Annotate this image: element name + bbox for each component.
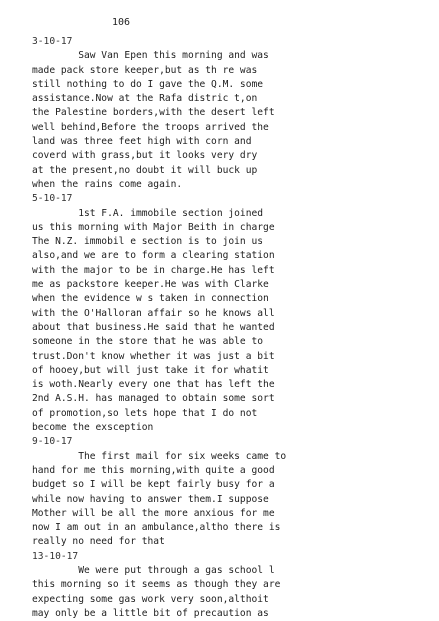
entry-date: 5-10-17 bbox=[32, 193, 73, 205]
text-line: now I am out in an ambulance,altho there is bbox=[32, 522, 281, 534]
text-line: someone in the store that he was able to bbox=[32, 336, 264, 348]
text-line: become the exsception bbox=[32, 422, 154, 434]
text-line: the Palestine borders,with the desert left bbox=[32, 107, 275, 119]
text-line: at the present,no doubt it will buck up bbox=[32, 164, 258, 176]
entry-date: 3-10-17 bbox=[32, 36, 73, 47]
text-line: while now having to answer them.I suppose bbox=[32, 493, 269, 505]
text-line: of promotion,so lets hope that I do not bbox=[32, 407, 258, 419]
text-line: is woth.Nearly every one that has left the bbox=[32, 379, 275, 391]
text-line: when the evidence w s taken in connection bbox=[32, 293, 269, 305]
text-line: The N.Z. immobil e section is to join us bbox=[32, 236, 264, 248]
text-line: about that business.He said that he wanted bbox=[32, 321, 275, 333]
entry-date: 9-10-17 bbox=[32, 436, 73, 448]
text-line: well behind,Before the troops arrived the bbox=[32, 121, 269, 133]
text-line: made pack store keeper,but as th re was bbox=[32, 64, 258, 76]
text-line: The first mail for six weeks came to bbox=[32, 450, 287, 462]
text-line: expecting some gas work very soon,althoit bbox=[32, 593, 269, 605]
text-line: this morning so it seems as though they are bbox=[32, 579, 281, 591]
entry-date: 13-10-17 bbox=[32, 550, 79, 562]
text-line: us this morning with Major Beith in charge bbox=[32, 221, 275, 233]
text-line: also,and we are to form a clearing station bbox=[32, 250, 275, 262]
text-line: Saw Van Epen this morning and was bbox=[32, 50, 269, 62]
text-line: of hooey,but will just take it for whatit bbox=[32, 364, 269, 376]
text-line: with the O'Halloran affair so he knows all bbox=[32, 307, 275, 319]
text-line: when the rains come again. bbox=[32, 178, 183, 190]
text-line: hand for me this morning,with quite a good bbox=[32, 464, 275, 476]
page-number: 106 bbox=[112, 17, 131, 28]
text-line: 1st F.A. immobile section joined bbox=[32, 207, 264, 219]
text-line: trust.Don't know whether it was just a bit bbox=[32, 350, 275, 362]
text-line: really no need for that bbox=[32, 536, 165, 548]
text-line: assistance.Now at the Rafa distric t,on bbox=[32, 93, 258, 105]
text-line: land was three feet high with corn and bbox=[32, 136, 252, 148]
text-line: Mother will be all the more anxious for me bbox=[32, 507, 275, 519]
text-line: may only be a little bit of precaution as bbox=[32, 607, 269, 619]
text-line: me as packstore keeper.He was with Clarke bbox=[32, 279, 269, 291]
text-line: 2nd A.S.H. has managed to obtain some sort bbox=[32, 393, 275, 405]
text-line: budget so I will be kept fairly busy for a bbox=[32, 479, 275, 491]
text-line: We were put through a gas school l bbox=[32, 564, 275, 576]
diary-text bbox=[32, 35, 437, 621]
text-line: with the major to be in charge.He has left bbox=[32, 264, 275, 276]
text-line: coverd with grass,but it looks very dry bbox=[32, 150, 258, 162]
text-line: still nothing to do I gave the Q.M. some bbox=[32, 78, 264, 90]
